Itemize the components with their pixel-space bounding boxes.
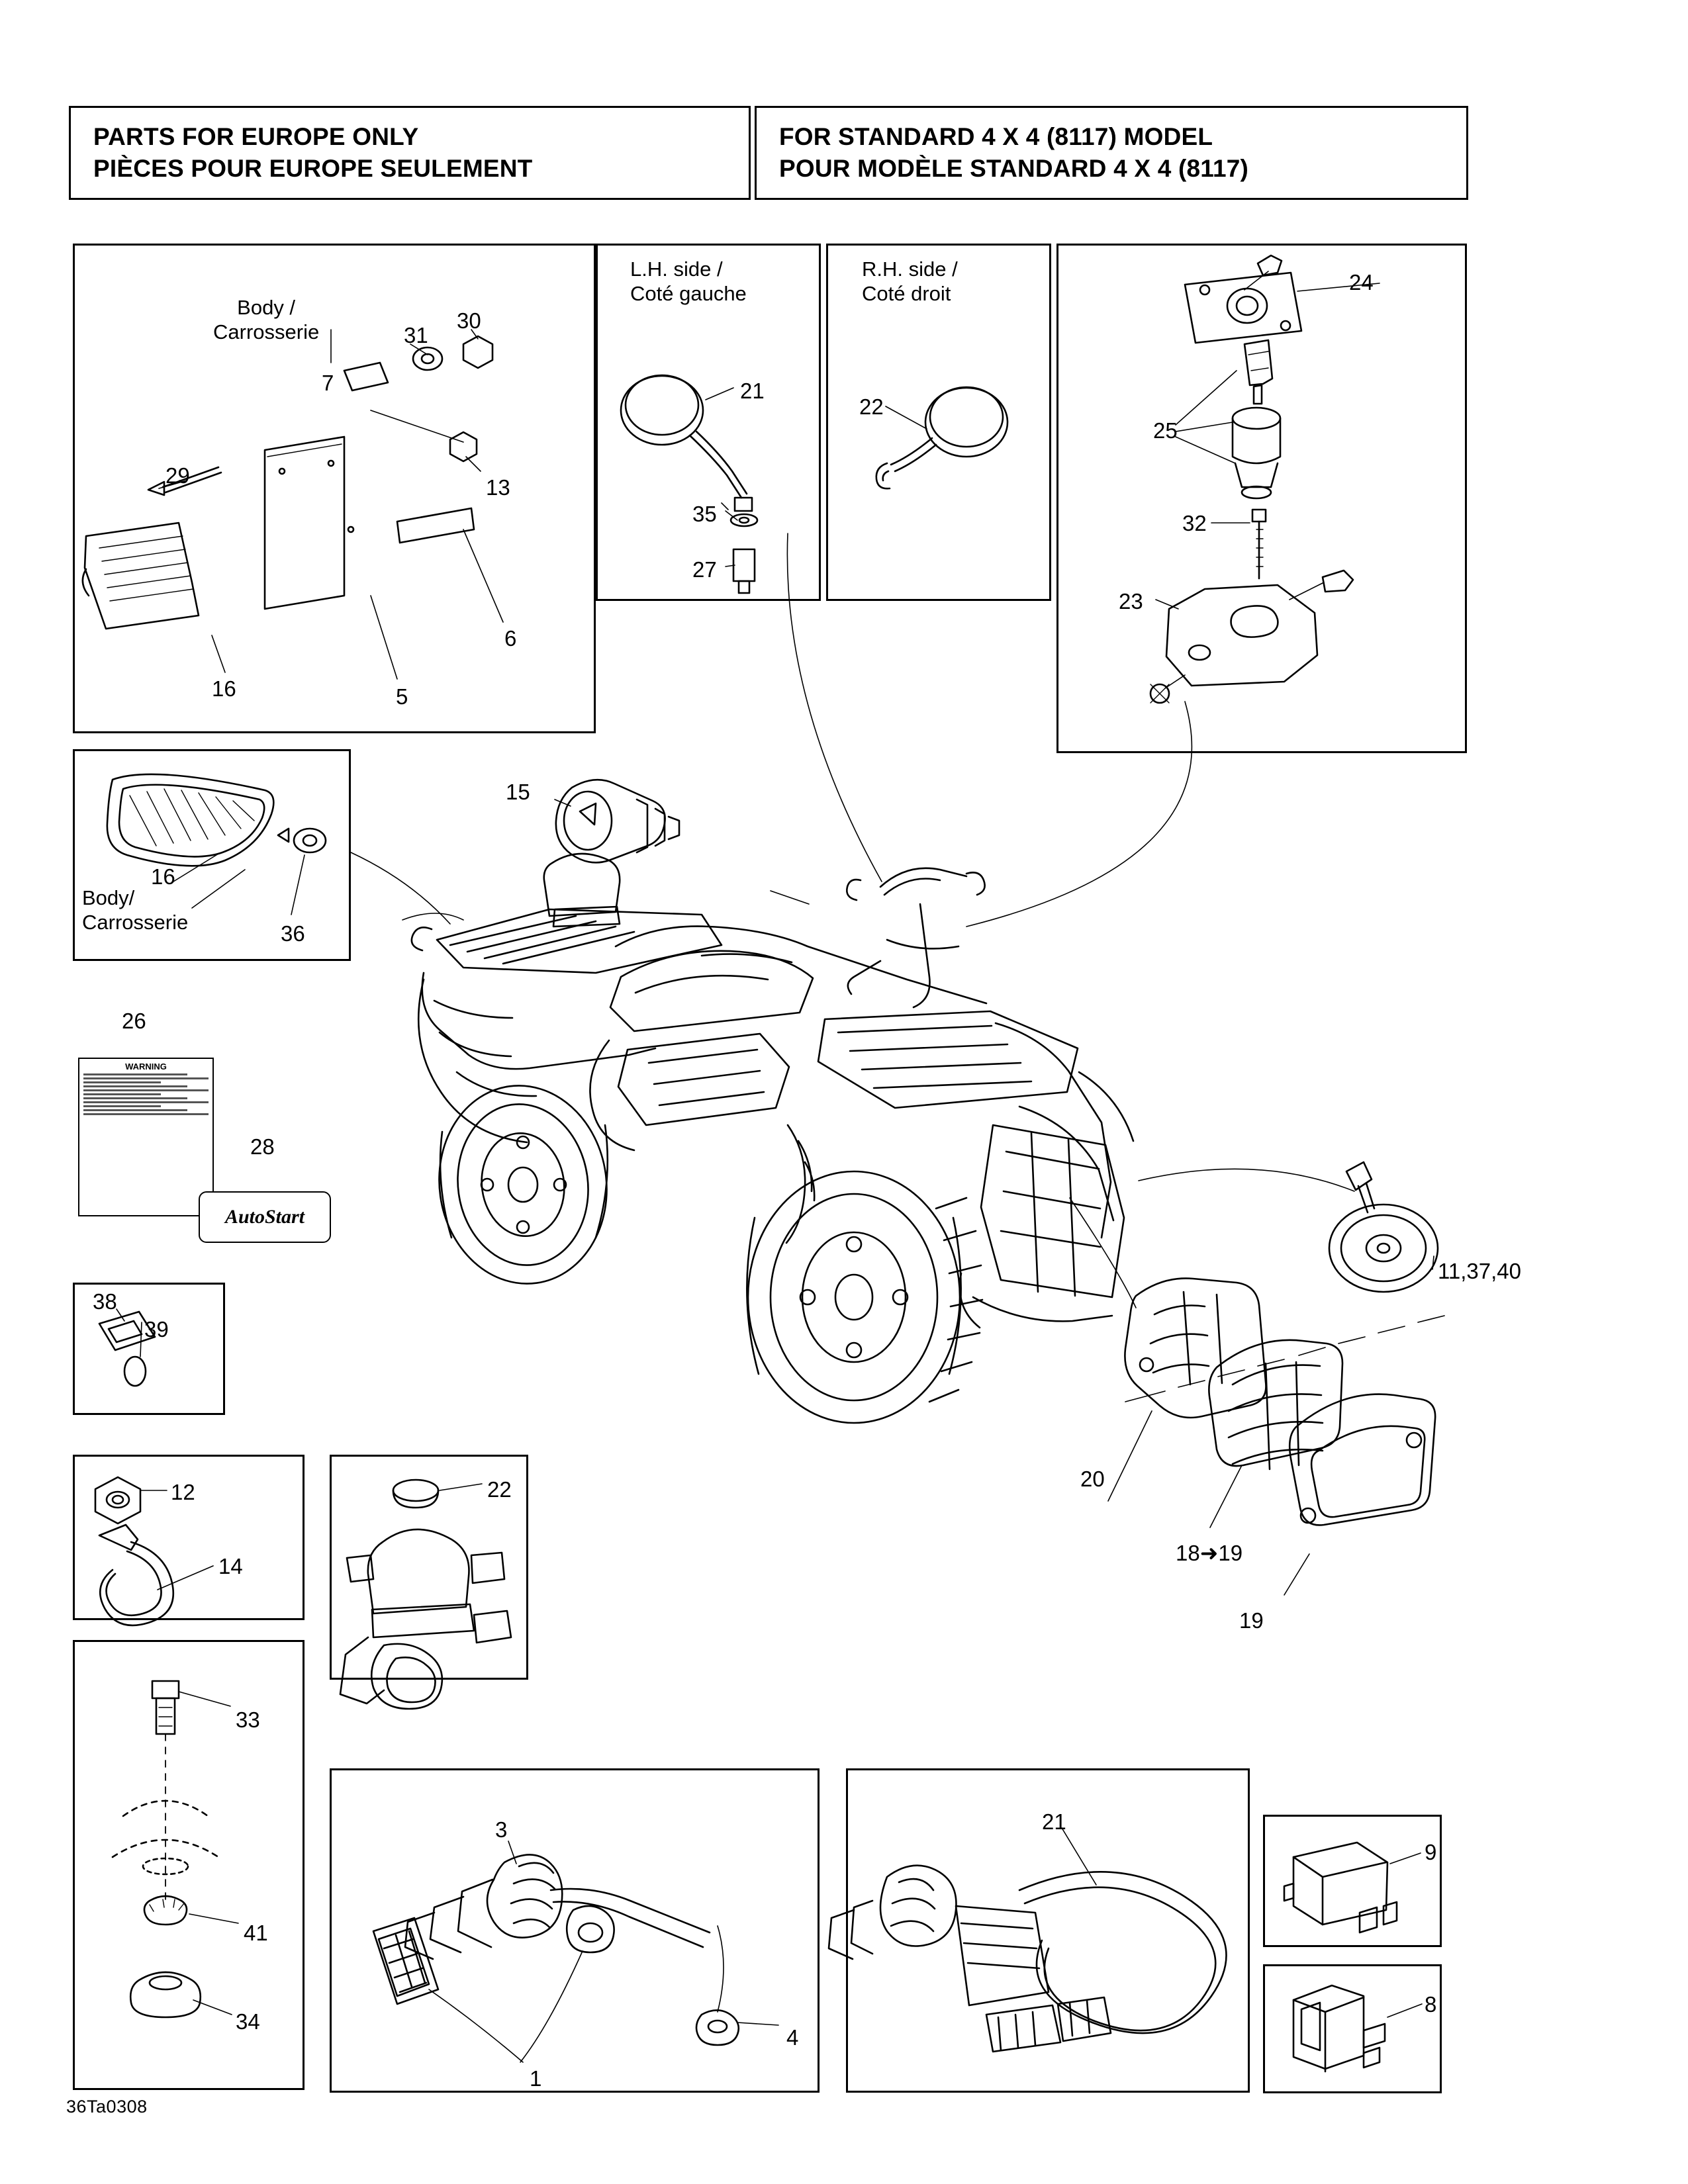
headlight-lens-17 [1209, 1340, 1342, 1466]
callout-31: 31 [404, 323, 428, 347]
callout-26: 26 [122, 1009, 146, 1033]
warning-decal-title: WARNING [125, 1062, 167, 1071]
label-body-carrosserie-reflector [82, 886, 188, 934]
callout-17: 18➜19 [1176, 1541, 1243, 1565]
callout-25: 25 [1153, 418, 1178, 443]
decal-text-line [83, 1089, 209, 1091]
atv-illustration [412, 854, 1133, 1423]
callout-14: 15 [506, 780, 530, 804]
label-body-plate-line2: Carrosserie [213, 320, 320, 343]
decal-text-line [83, 1097, 187, 1099]
callout-16: 16 [212, 676, 236, 701]
callout-35: 35 [692, 502, 717, 526]
callout-39: 39 [144, 1317, 169, 1342]
autostart-decal-text: AutoStart [224, 1206, 305, 1228]
decal-text-line [83, 1093, 161, 1095]
label-body-plate-line1: Body / [237, 296, 296, 319]
label-lh-side-line1: L.H. side / [630, 257, 723, 281]
label-rh-side-line1: R.H. side / [862, 257, 958, 281]
horn-body [1329, 1205, 1438, 1292]
decal-text-line [83, 1101, 209, 1103]
callout-28: 28 [250, 1134, 275, 1159]
callout-18-19: 19 [1239, 1608, 1264, 1633]
decal-text-line [83, 1105, 161, 1107]
callout-27: 27 [692, 557, 717, 582]
callout-9: 9 [1425, 1840, 1437, 1864]
callout-36: 36 [281, 921, 305, 946]
label-body-carrosserie-plate [213, 295, 319, 344]
banner-parts-for-europe [69, 106, 751, 200]
banner-standard-model [755, 106, 1468, 200]
panel-turn-signal-lamp [330, 1768, 820, 2093]
accessory-socket-14 [556, 780, 665, 862]
decal-text-line [83, 1085, 187, 1087]
callout-3: 3 [495, 1817, 508, 1842]
decal-text-line [83, 1077, 209, 1079]
callout-38: 38 [93, 1289, 117, 1314]
callout-5: 5 [396, 684, 408, 709]
callout-1: 1 [530, 2066, 542, 2091]
callout-29: 29 [165, 463, 190, 488]
panel-relay-9 [1263, 1815, 1442, 1947]
leader-horn-to-atv [1139, 1169, 1354, 1191]
callout-10: 11,37,40 [1438, 1259, 1522, 1283]
callout-30: 30 [457, 308, 481, 333]
callout-20: 21 [1042, 1809, 1066, 1834]
callout-7: 7 [322, 371, 334, 395]
callout-8: 8 [1425, 1992, 1437, 2017]
autostart-decal [199, 1191, 331, 1243]
decal-text-line [83, 1081, 161, 1083]
callout-32: 32 [1182, 511, 1207, 535]
callout-23: 23 [1119, 589, 1143, 614]
callout-13: 14 [218, 1554, 243, 1578]
callout-21-right: 22 [859, 394, 884, 419]
decal-text-line [83, 1113, 209, 1115]
callout-34: 34 [236, 2009, 260, 2034]
drawing-code: 36Ta0308 [66, 2097, 148, 2116]
label-rh-side [862, 257, 958, 306]
headlight-housing-19 [1125, 1279, 1266, 1418]
callout-11-37-40: 12 [171, 1480, 195, 1504]
label-rh-side-line2: Coté droit [862, 282, 951, 305]
callout-33: 33 [236, 1707, 260, 1732]
warning-decal [78, 1058, 214, 1216]
panel-license-plate-bracket [73, 244, 596, 733]
callout-41: 41 [244, 1921, 268, 1945]
panel-ignition-switch [1056, 244, 1467, 753]
horn-bracket [1346, 1162, 1372, 1190]
assembly-centerline [1125, 1316, 1444, 1402]
callout-6: 6 [504, 626, 517, 651]
banner-europe-line2: PIÈCES POUR EUROPE SEULEMENT [93, 155, 533, 182]
panel-antenna-assembly [73, 1640, 305, 2090]
banner-standard-line1: FOR STANDARD 4 X 4 (8117) MODEL [779, 123, 1213, 150]
callout-22: 22 [487, 1477, 512, 1502]
label-body-reflector-line1: Body/ [82, 886, 135, 909]
label-body-reflector-line2: Carrosserie [82, 911, 189, 934]
callout-21-left: 21 [740, 379, 765, 403]
leader-reflector-to-atv [351, 852, 450, 924]
decal-text-line [83, 1109, 187, 1111]
label-lh-side [630, 257, 747, 306]
banner-standard-line2: POUR MODÈLE STANDARD 4 X 4 (8117) [779, 155, 1249, 182]
callout-19: 20 [1080, 1467, 1105, 1491]
panel-relay-8 [1263, 1964, 1442, 2093]
callout-24: 24 [1349, 270, 1374, 295]
callout-15: 16 [151, 864, 175, 889]
headlight-bezel-18 [1289, 1394, 1435, 1525]
callout-4: 4 [786, 2025, 799, 2050]
callout-12: 13 [486, 475, 510, 500]
banner-europe-line1: PARTS FOR EUROPE ONLY [93, 123, 419, 150]
decal-text-line [83, 1073, 187, 1075]
label-lh-side-line2: Coté gauche [630, 282, 747, 305]
